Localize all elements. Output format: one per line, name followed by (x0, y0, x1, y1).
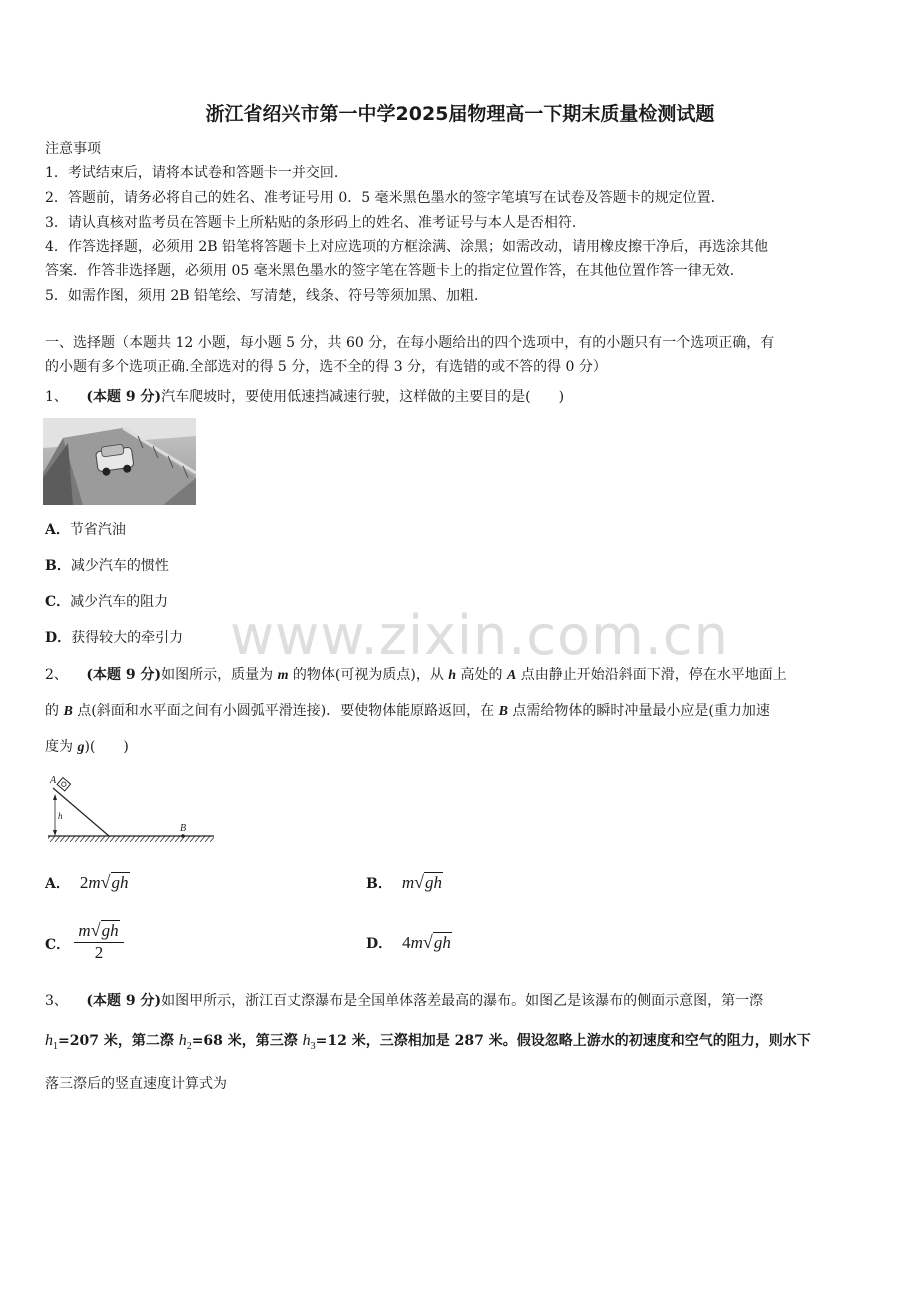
q2-option-c[interactable]: C． (45, 937, 71, 953)
notice-item-3: 3．请认真核对监考员在答题卡上所粘贴的条形码上的姓名、准考证号与本人是否相符． (45, 215, 586, 231)
q1-option-d[interactable]: D．获得较大的牵引力 (45, 630, 184, 646)
question-number: 1、 (45, 389, 68, 405)
q1-option-a[interactable]: A．节省汽油 (45, 522, 126, 538)
notice-item-1: 1．考试结束后，请将本试卷和答题卡一并交回． (45, 165, 348, 181)
label-b: B (180, 823, 187, 834)
question-2-line-3: 度为 g)( ) (45, 739, 129, 755)
q2-option-d[interactable]: D． 4m√gh (366, 932, 451, 952)
question-3-line-3: 落三漈后的竖直速度计算式为 (45, 1076, 227, 1092)
label-a: A (50, 775, 57, 786)
exam-title: 浙江省绍兴市第一中学2025届物理高一下期末质量检测试题 (205, 103, 715, 125)
q1-option-c[interactable]: C．减少汽车的阻力 (45, 594, 169, 610)
notice-item-2: 2．答题前，请务必将自己的姓名、准考证号用 0．5 毫米黑色墨水的签字笔填写在试卷及答题卡的规定位置． (45, 190, 725, 206)
section-instructions-2: 的小题有多个选项正确.全部选对的得 5 分，选不全的得 3 分，有选错的或不答的得 0 分） (45, 359, 607, 375)
question-3: 3、 (本题 9 分)如图甲所示，浙江百丈漈瀑布是全国单体落差最高的瀑布。如图乙是该瀑布的侧面示意图，第一漈 (45, 993, 764, 1009)
incline-diagram (45, 770, 217, 846)
notice-heading: 注意事项 (45, 141, 101, 157)
question-score: (本题 9 分) (86, 389, 162, 405)
q2-option-a[interactable]: A． 2m√gh (45, 872, 129, 892)
question-3-line-2: $h_1=207$ 米，第二漈 $h_2=68$ 米，第三漈 $h_3=12$ 米，三漈相加是 287 米。假设忽略上游水的初速度和空气的阻力，则水下 (45, 1032, 811, 1053)
question-2-line-2: 的 B 点(斜面和水平面之间有小圆弧平滑连接)．要使物体能原路返回，在 B 点需给物体的瞬时冲量最小应是(重力加速 (45, 703, 770, 719)
q2-option-c-fraction: $\frac{m√gh}{2}$ (74, 920, 124, 963)
q2-option-b[interactable]: B． m√gh (366, 872, 443, 892)
notice-item-4-cont: 答案．作答非选择题，必须用 05 毫米黑色墨水的签字笔在答题卡上的指定位置作答，在其他位置作答一律无效． (45, 263, 744, 279)
notice-item-4: 4．作答选择题，必须用 2B 铅笔将答题卡上对应选项的方框涂满、涂黑；如需改动，请用橡皮擦干净后，再选涂其他 (45, 239, 768, 255)
section-instructions-1: 一、选择题（本题共 12 小题，每小题 5 分，共 60 分，在每小题给出的四个选项中，有的小题只有一个选项正确，有 (45, 335, 775, 351)
car-climbing-slope-photo (43, 418, 196, 505)
notice-item-5: 5．如需作图，须用 2B 铅笔绘、写清楚，线条、符号等须加黑、加粗． (45, 288, 489, 304)
watermark: www.zixin.com.cn (230, 604, 729, 667)
label-h: h (58, 811, 63, 821)
question-text: 汽车爬坡时，要使用低速挡减速行驶，这样做的主要目的是( ) (161, 389, 565, 405)
q1-option-b[interactable]: B．减少汽车的惯性 (45, 558, 169, 574)
question-2: 2、 (本题 9 分)如图所示，质量为 m 的物体(可视为质点)，从 h 高处的 A 点由静止开始沿斜面下滑，停在水平地面上 (45, 667, 787, 683)
question-1 (45, 386, 564, 406)
